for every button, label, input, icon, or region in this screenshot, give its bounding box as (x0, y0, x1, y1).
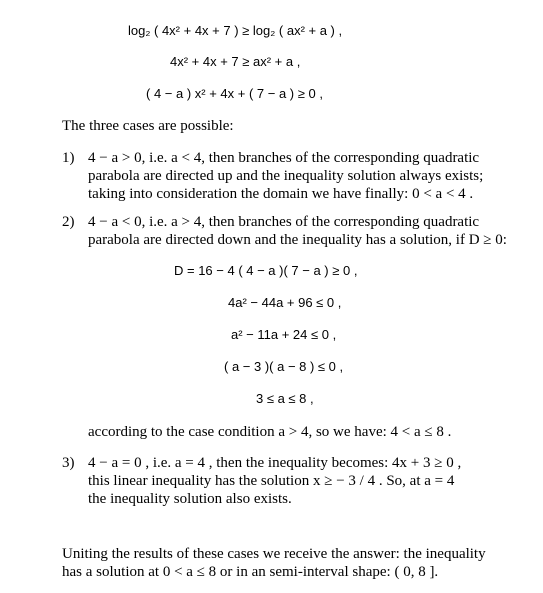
case-3-line-1: 4 − a = 0 , i.e. a = 4 , then the inequality becomes: 4x + 3 ≥ 0 , (88, 455, 462, 471)
case-2-discriminant: D = 16 − 4 ( 4 − a )( 7 − a ) ≥ 0 , (174, 263, 358, 278)
case-1-line-2: parabola are directed up and the inequality solution always exists; (88, 168, 484, 184)
equation-log-inequality: log₂ ( 4x² + 4x + 7 ) ≥ log₂ ( ax² + a ) , (128, 23, 343, 38)
case-2-expanded: 4a² − 44a + 96 ≤ 0 , (228, 295, 342, 310)
case-3-line-2: this linear inequality has the solution x ≥ − 3 / 4 . So, at a = 4 (88, 473, 455, 489)
intro-text: The three cases are possible: (62, 118, 234, 134)
case-3-number: 3) (62, 455, 75, 471)
case-1-line-3: taking into consideration the domain we have finally: 0 < a < 4 . (88, 186, 474, 202)
case-2-line-2: parabola are directed down and the inequality has a solution, if D ≥ 0: (88, 232, 507, 248)
case-1-number: 1) (62, 150, 75, 166)
case-1-line-1: 4 − a > 0, i.e. a < 4, then branches of the corresponding quadratic (88, 150, 480, 166)
case-2-number: 2) (62, 214, 75, 230)
case-2-line-1: 4 − a < 0, i.e. a > 4, then branches of the corresponding quadratic (88, 214, 480, 230)
case-2-conclusion: according to the case condition a > 4, so we have: 4 < a ≤ 8 . (88, 424, 452, 440)
case-3-line-3: the inequality solution also exists. (88, 491, 292, 507)
case-2-factored: ( a − 3 )( a − 8 ) ≤ 0 , (224, 359, 344, 374)
final-answer-line-1: Uniting the results of these cases we receive the answer: the inequality (62, 546, 486, 562)
equation-argument-inequality: 4x² + 4x + 7 ≥ ax² + a , (170, 54, 301, 69)
case-2-simplified: a² − 11a + 24 ≤ 0 , (231, 327, 337, 342)
final-answer-line-2: has a solution at 0 < a ≤ 8 or in an semi-interval shape: ( 0, 8 ]. (62, 564, 439, 580)
case-2-interval: 3 ≤ a ≤ 8 , (256, 391, 314, 406)
equation-quadratic-form: ( 4 − a ) x² + 4x + ( 7 − a ) ≥ 0 , (146, 86, 323, 101)
